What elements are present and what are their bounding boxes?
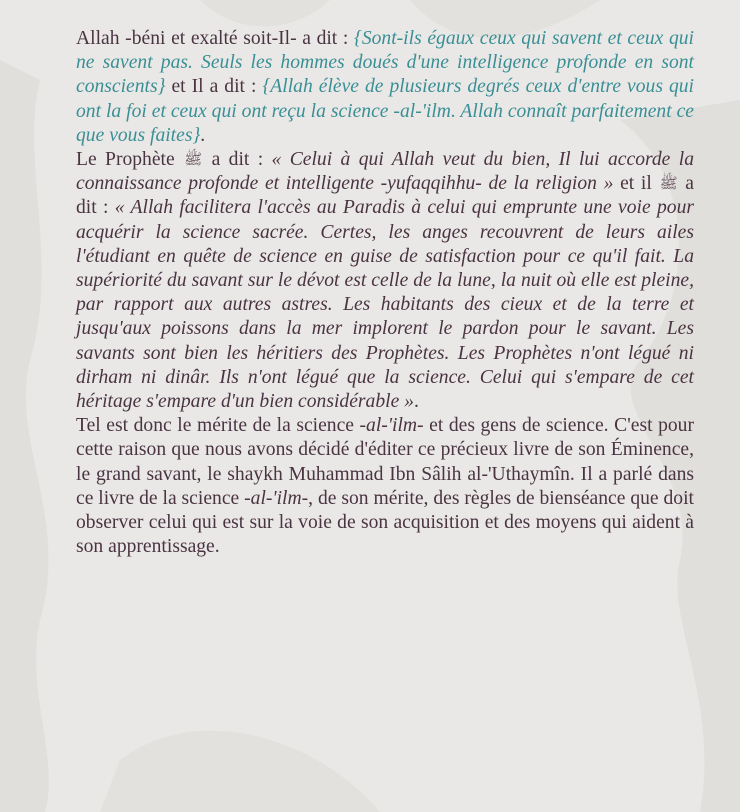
- text-page: [76, 27, 694, 559]
- para2-intro: Le Prophète: [76, 149, 184, 171]
- para1-mid: et Il a dit :: [165, 76, 263, 98]
- hadith-2: « Allah facilitera l'accès au Paradis à celui qui emprunte une voie pour acquérir la science sacrée. Certes, les anges recouvrent de leurs ailes l'étudiant en quête de science en guise de satisfaction pour ce qu'il fait. La supériorité du savant sur le dévot est celle de la lune, la nuit où elle est pleine, par rapport aux autres astres. Les habitants des cieux et de la terre et jusqu'aux poissons dans la mer implorent le pardon pour le savant. Les savants sont bien les héritiers des Prophètes. Les Prophètes n'ont légué ni dirham ni dinâr. Ils n'ont légué que la science. Celui qui s'empare de cet héritage s'empare d'un bien considérable »: [76, 197, 694, 413]
- para2-end: .: [413, 391, 419, 413]
- para3-text-2: et des gens de science. C'est pour cette raison que nous avons décidé d'éditer ce précieux livre de son Éminence, le grand savant, le shaykh Muhammad Ibn Sâlih al-'Uthaymîn. Il a parlé dans ce livre de la science: [76, 415, 694, 509]
- term-al-ilm-2: -al-'ilm-: [244, 487, 309, 509]
- salawat-honorific-icon: ﷺ: [659, 176, 678, 193]
- quran-verse-2: {Allah élève de plusieurs degrés ceux d'entre vous qui ont la foi et ceux qui ont reçu la science -al-'ilm. Allah connaît parfaitement ce que vous faites}: [76, 76, 694, 146]
- salawat-honorific-icon: ﷺ: [184, 152, 203, 169]
- para1-end: .: [200, 124, 206, 146]
- para3-text-1: Tel est donc le mérite de la science: [76, 415, 360, 437]
- para2-mid: et il: [613, 173, 659, 195]
- para2-after-saw-2: a dit :: [76, 173, 694, 219]
- paragraph-hadiths: [76, 148, 694, 414]
- term-al-ilm-1: -al-'ilm-: [359, 415, 424, 437]
- hadith-1: « Celui à qui Allah veut du bien, Il lui accorde la connaissance profonde et intelligente -yufaqqihhu- de la religion »: [76, 149, 694, 195]
- para3-text-3: , de son mérite, des règles de bienséance que doit observer celui qui est sur la voie de son acquisition et des moyens qui aident à son apprentissage.: [76, 487, 694, 558]
- quran-verse-1: {Sont-ils égaux ceux qui savent et ceux qui ne savent pas. Seuls les hommes doués d'une intelligence profonde en sont conscients}: [76, 28, 695, 98]
- paragraph-introduction: [76, 414, 694, 559]
- para1-intro: Allah -béni et exalté soit-Il- a dit :: [76, 28, 354, 49]
- para2-after-saw-1: a dit :: [203, 149, 272, 171]
- paragraph-quran-verses: [76, 27, 694, 148]
